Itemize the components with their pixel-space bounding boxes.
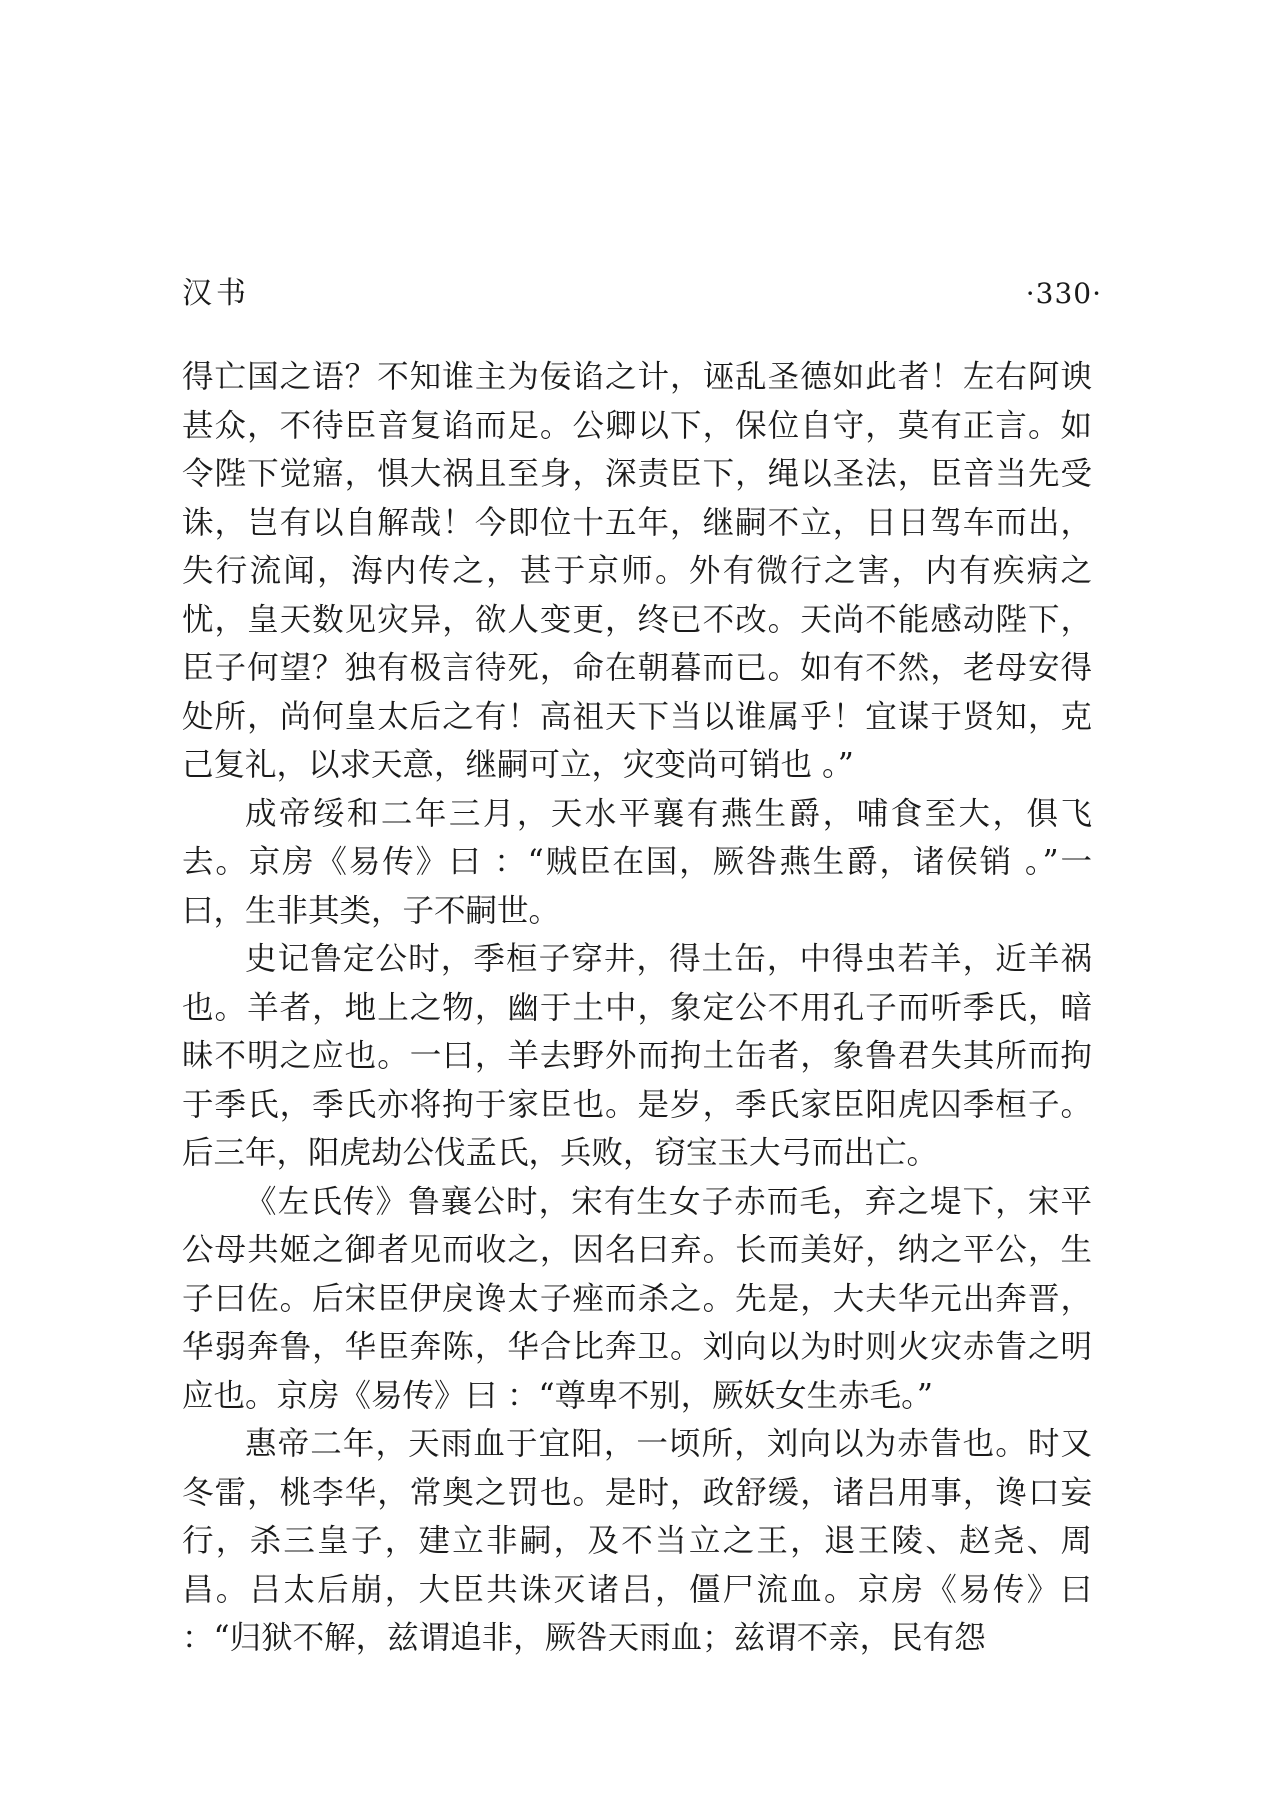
paragraph-5: 惠帝二年，天雨血于宜阳，一顷所，刘向以为赤眚也。时又冬雷，桃李华，常奥之罚也。是时，政舒缓，诸吕用事，谗口妄行，杀三皇子，建立非嗣，及不当立之王，退王陵、赵尧、周昌。吕太后崩，大臣共诛灭诸吕，僵尸流血。京房《易传》曰 ：“归狱不解，兹谓追非，厥咎天雨血；兹谓不亲，民有怨 [182, 1426, 1092, 1656]
paragraph-4: 《左氏传》鲁襄公时，宋有生女子赤而毛，弃之堤下，宋平公母共姬之御者见而收之，因名曰弃。长而美好，纳之平公，生子曰佐。后宋臣伊戾谗太子痤而杀之。先是，大夫华元出奔晋，华弱奔鲁，华臣奔陈，华合比奔卫。刘向以为时则火灾赤眚之明应也。京房《易传》曰 ：“尊卑不别，厥妖女生赤毛。” [182, 1183, 1092, 1414]
body-text [182, 353, 1092, 1663]
paragraph-2: 成帝绥和二年三月，天水平襄有燕生爵，哺食至大，俱飞去。京房《易传》曰 ：“贼臣在国，厥咎燕生爵，诸侯销 。”一曰，生非其类，子不嗣世。 [182, 795, 1092, 929]
running-header [182, 270, 1102, 318]
book-title: 汉书 [182, 276, 250, 311]
paragraph-1: 得亡国之语？不知谁主为佞谄之计，诬乱圣德如此者！左右阿谀甚众，不待臣音复谄而足。公卿以下，保位自守，莫有正言。如令陛下觉寤，惧大祸且至身，深责臣下，绳以圣法，臣音当先受诛，岂有以自解哉！今即位十五年，继嗣不立，日日驾车而出，失行流闻，海内传之，甚于京师。外有微行之害，内有疾病之忧，皇天数见灾异，欲人变更，终已不改。天尚不能感动陛下，臣子何望？独有极言待死，命在朝暮而已。如有不然，老母安得处所，尚何皇太后之有！高祖天下当以谁属乎！宜谋于贤知，克己复礼，以求天意，继嗣可立，灾变尚可销也 。” [182, 359, 1092, 783]
page-number: ·330· [1025, 277, 1102, 310]
paragraph-3: 史记鲁定公时，季桓子穿井，得土缶，中得虫若羊，近羊祸也。羊者，地上之物，幽于土中，象定公不用孔子而听季氏，暗昧不明之应也。一曰，羊去野外而拘土缶者，象鲁君失其所而拘于季氏，季氏亦将拘于家臣也。是岁，季氏家臣阳虎囚季桓子。后三年，阳虎劫公伐孟氏，兵败，窃宝玉大弓而出亡。 [182, 941, 1092, 1171]
